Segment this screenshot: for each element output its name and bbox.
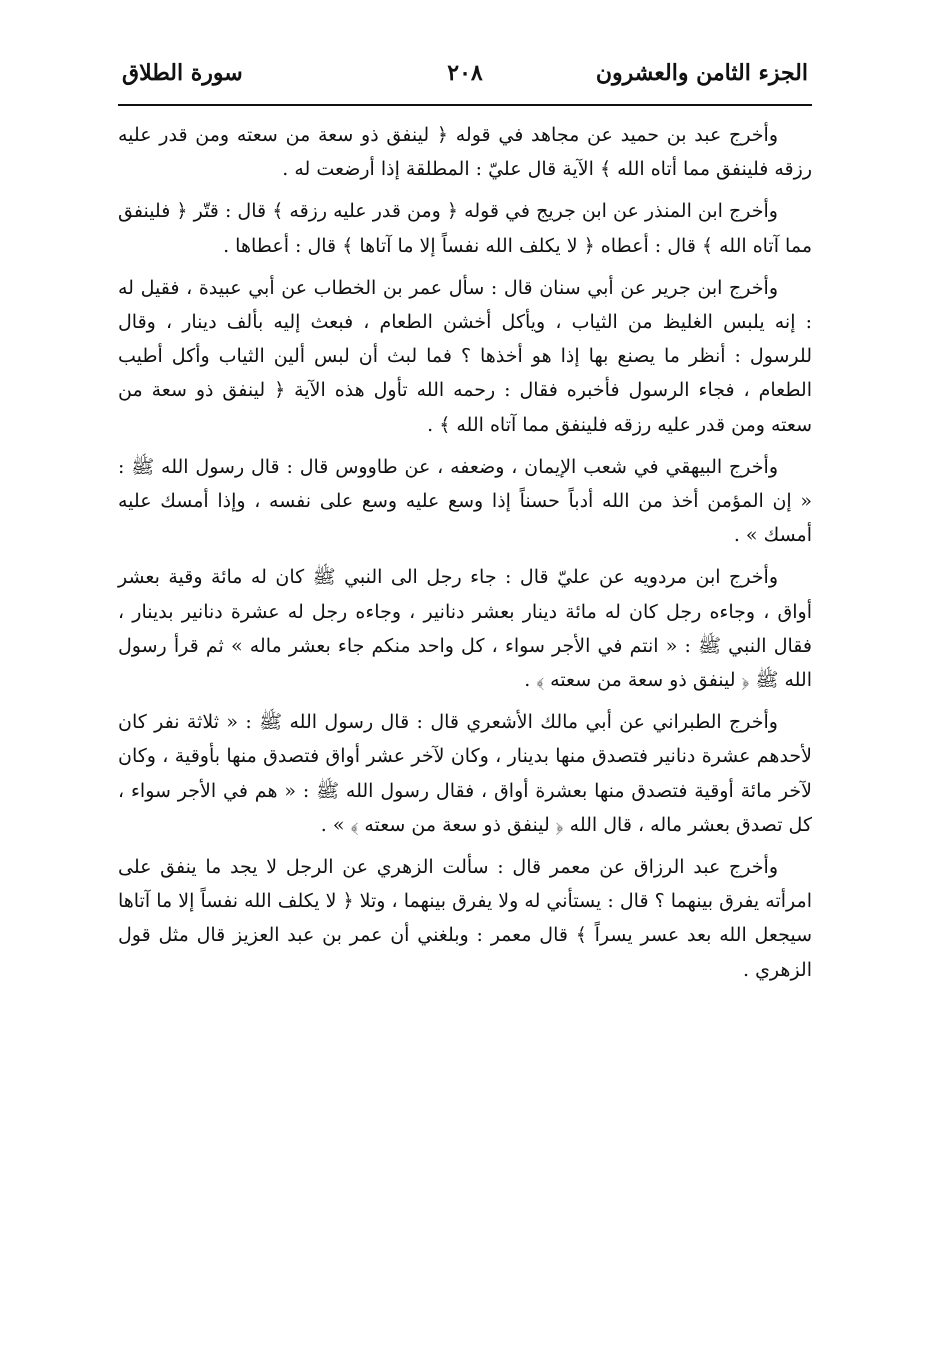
page-number: ٢٠٨ [447, 60, 483, 86]
surah-title: سورة الطلاق [122, 60, 243, 86]
paragraph-7: وأخرج عبد الرزاق عن معمر قال : سألت الزهري عن الرجل لا يجد ما ينفق على امرأته يفرق بينهما ؟ قال : يستأني له ولا يفرق بينهما ، وتلا ﴿ لا يكلف الله نفساً إلا ما آتاها سيجعل الله بعد عسر يسراً ﴾ قال معمر : وبلغني أن عمر بن عبد العزيز قال مثل قول الزهري . [118, 856, 812, 981]
paragraph-3: وأخرج ابن جرير عن أبي سنان قال : سأل عمر بن الخطاب عن أبي عبيدة ، فقيل له : إنه يلبس الغليظ من الثياب ، ويأكل أخشن الطعام ، فبعث إليه بألف دينار ، وقال للرسول : أنظر ما يصنع بها إذا هو أخذها ؟ فما لبث أن لبس ألين الثياب وأكل أطيب الطعام ، فجاء الرسول فأخبره فقال : رحمه الله تأول هذه الآية ﴿ لينفق ذو سعة من سعته ومن قدر عليه رزقه فلينفق مما آتاه الله ﴾ . [118, 276, 812, 436]
part-title: الجزء الثامن والعشرون [595, 60, 808, 86]
paragraph-2: وأخرج ابن المنذر عن ابن جريج في قوله ﴿ ومن قدر عليه رزقه ﴾ قال : قتّر ﴿ فلينفق مما آتاه الله ﴾ قال : أعطاه ﴿ لا يكلف الله نفساً إلا ما آتاها ﴾ قال : أعطاها . [118, 200, 812, 257]
paragraph-5: وأخرج ابن مردويه عن عليّ قال : جاء رجل الى النبي ﷺ كان له مائة وقية بعشر أواق ، وجاءه رجل كان له مائة دينار بعشر دنانير ، وجاءه رجل له عشرة دنانير بدينار ، فقال النبي ﷺ : « انتم في الأجر سواء ، كل واحد منكم جاء بعشر ماله » ثم قرأ رسول الله ﷺ ﴿ لينفق ذو سعة من سعته ﴾ . [118, 566, 812, 692]
page-header [118, 52, 812, 106]
paragraph-6: وأخرج الطبراني عن أبي مالك الأشعري قال : قال رسول الله ﷺ : « ثلاثة نفر كان لأحدهم عشرة دنانير فتصدق منها بدينار ، وكان لآخر عشر أواق فتصدق منها بأوقية ، وكان لآخر مائة أوقية فتصدق منها بعشرة أواق ، فقال رسول الله ﷺ : « هم في الأجر سواء ، كل تصدق بعشر ماله ، قال الله ﴿ لينفق ذو سعة من سعته ﴾ » . [118, 711, 812, 836]
paragraph-4: وأخرج البيهقي في شعب الإيمان ، وضعفه ، عن طاووس قال : قال رسول الله ﷺ : « إن المؤمن أخذ من الله أدباً حسناً إذا وسع عليه وسع على نفسه ، وإذا أمسك عليه أمسك » . [118, 455, 812, 547]
body-text [118, 118, 812, 995]
paragraph-1: وأخرج عبد بن حميد عن مجاهد في قوله ﴿ لينفق ذو سعة من سعته ومن قدر عليه رزقه فلينفق مما أتاه الله ﴾ الآية قال عليّ : المطلقة إذا أرضعت له . [118, 124, 812, 181]
